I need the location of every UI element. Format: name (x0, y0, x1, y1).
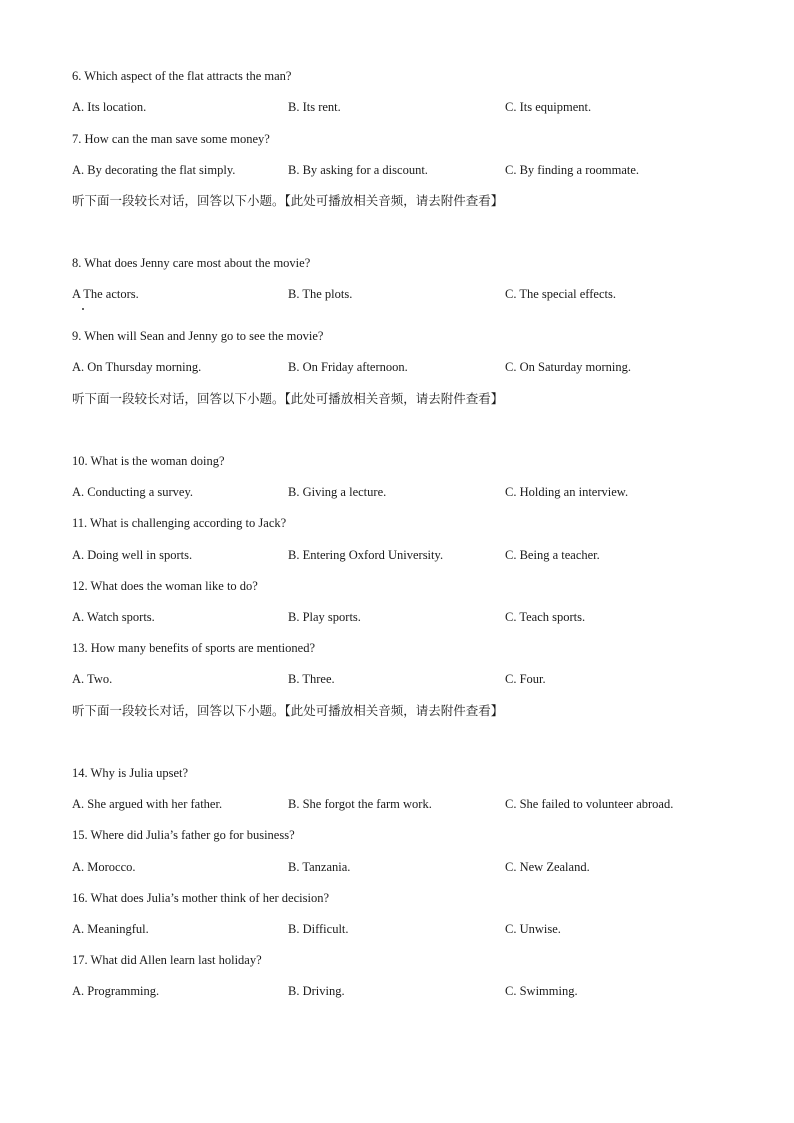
listening-instruction: 听下面一段较长对话，回答以下小题。【此处可播放相关音频，请去附件查看】 (72, 391, 504, 406)
options-15 (72, 859, 722, 875)
option-a: A. Meaningful. (72, 922, 149, 936)
options-6 (72, 99, 722, 115)
option-b: B. Three. (288, 672, 335, 686)
option-c: C. Unwise. (505, 922, 561, 936)
question-14: 14. Why is Julia upset? (72, 766, 189, 780)
option-b: B. The plots. (288, 287, 353, 301)
option-b: B. Entering Oxford University. (288, 548, 444, 562)
option-b: B. Tanzania. (288, 860, 351, 874)
option-c: C. Teach sports. (505, 610, 586, 624)
options-7 (72, 162, 722, 178)
option-b: B. Play sports. (288, 610, 361, 624)
question-16: 16. What does Julia’s mother think of her decision? (72, 891, 330, 905)
option-b: B. Its rent. (288, 100, 341, 114)
option-c: C. New Zealand. (505, 860, 590, 874)
option-b: B. On Friday afternoon. (288, 360, 408, 374)
question-9: 9. When will Sean and Jenny go to see the movie? (72, 329, 324, 343)
options-13 (72, 671, 722, 687)
question-6: 6. Which aspect of the flat attracts the man? (72, 69, 292, 83)
options-10 (72, 484, 722, 500)
option-a: A The actors. (72, 287, 139, 301)
options-17 (72, 983, 722, 999)
stray-mark (82, 308, 84, 310)
options-16 (72, 921, 722, 937)
question-10: 10. What is the woman doing? (72, 454, 225, 468)
option-c: C. She failed to volunteer abroad. (505, 797, 674, 811)
option-c: C. Swimming. (505, 984, 578, 998)
options-14 (72, 796, 722, 812)
option-b: B. Difficult. (288, 922, 349, 936)
option-a: A. Watch sports. (72, 610, 155, 624)
option-a: A. Morocco. (72, 860, 136, 874)
option-a: A. Doing well in sports. (72, 548, 193, 562)
question-17: 17. What did Allen learn last holiday? (72, 953, 262, 967)
question-12: 12. What does the woman like to do? (72, 579, 258, 593)
listening-instruction: 听下面一段较长对话，回答以下小题。【此处可播放相关音频，请去附件查看】 (72, 703, 504, 718)
option-a: A. By decorating the flat simply. (72, 163, 236, 177)
option-b: B. By asking for a discount. (288, 163, 428, 177)
option-a: A. Its location. (72, 100, 147, 114)
option-c: C. Being a teacher. (505, 548, 600, 562)
question-15: 15. Where did Julia’s father go for business? (72, 828, 295, 842)
option-a: A. Two. (72, 672, 113, 686)
option-c: C. The special effects. (505, 287, 616, 301)
options-9 (72, 359, 722, 375)
question-8: 8. What does Jenny care most about the movie? (72, 256, 311, 270)
option-c: C. Four. (505, 672, 546, 686)
question-7: 7. How can the man save some money? (72, 132, 270, 146)
option-c: C. Holding an interview. (505, 485, 629, 499)
option-a: A. Conducting a survey. (72, 485, 194, 499)
option-a: A. Programming. (72, 984, 160, 998)
question-13: 13. How many benefits of sports are mentioned? (72, 641, 315, 655)
options-11 (72, 547, 722, 563)
option-a: A. She argued with her father. (72, 797, 223, 811)
option-a: A. On Thursday morning. (72, 360, 202, 374)
option-c: C. On Saturday morning. (505, 360, 632, 374)
option-b: B. She forgot the farm work. (288, 797, 432, 811)
option-b: B. Driving. (288, 984, 345, 998)
question-11: 11. What is challenging according to Jack? (72, 516, 287, 530)
listening-instruction: 听下面一段较长对话，回答以下小题。【此处可播放相关音频，请去附件查看】 (72, 193, 504, 208)
option-c: C. By finding a roommate. (505, 163, 640, 177)
options-8 (72, 286, 722, 302)
options-12 (72, 609, 722, 625)
option-c: C. Its equipment. (505, 100, 592, 114)
option-b: B. Giving a lecture. (288, 485, 387, 499)
